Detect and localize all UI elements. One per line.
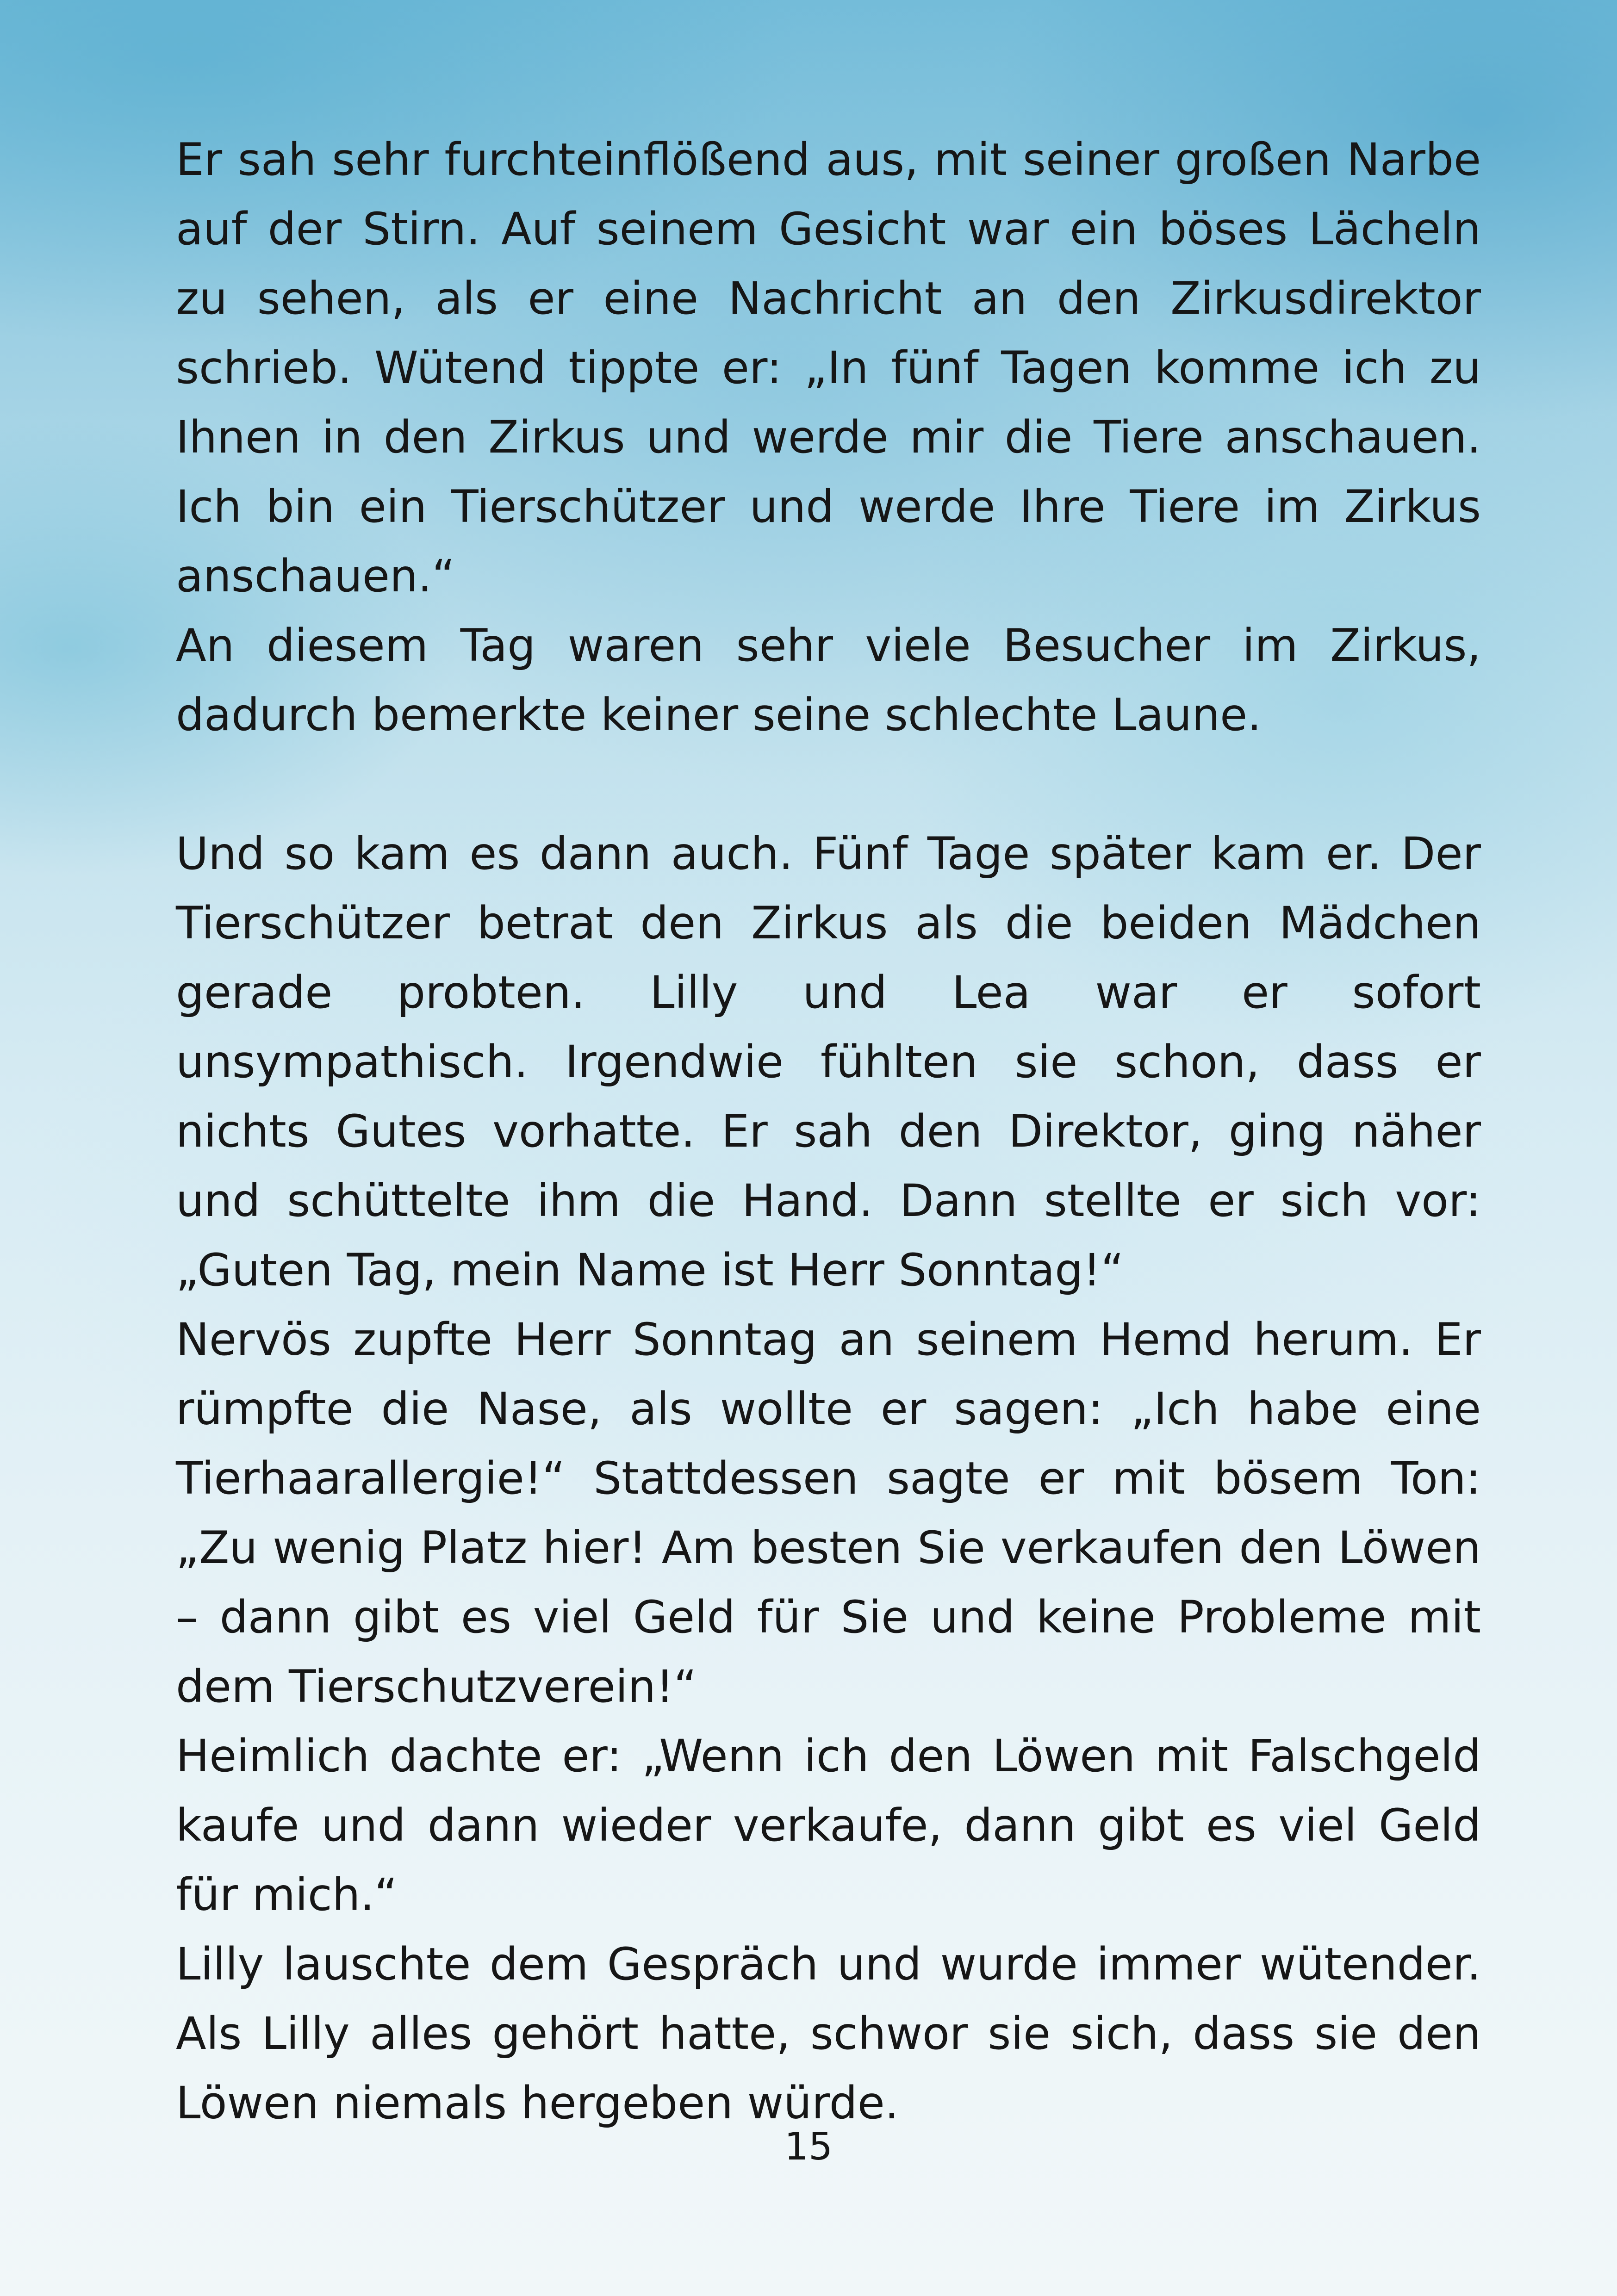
paragraph: Nervös zupfte Herr Sonntag an seinem Hemd herum. Er rümpfte die Nase, als wollte er sagen: „Ich habe eine Tierhaarallergie!“ Stattdessen sagte er mit bösem Ton: „Zu wenig Platz hier! Am besten Sie verkaufen den Löwen – dann gibt es viel Geld für Sie und keine Probleme mit dem Tierschutzverein!“	[176, 1314, 1481, 1713]
paragraph-spacer	[176, 750, 1481, 819]
paragraph: An diesem Tag waren sehr viele Besucher im Zirkus, dadurch bemerkte keiner seine schlechte Laune.	[176, 620, 1481, 741]
page-body-text	[176, 125, 1481, 2138]
paragraph: Er sah sehr furchteinflößend aus, mit seiner großen Narbe auf der Stirn. Auf seinem Gesicht war ein böses Lächeln zu sehen, als er eine Nachricht an den Zirkusdirektor schrieb. Wütend tippte er: „In fünf Tagen komme ich zu Ihnen in den Zirkus und werde mir die Tiere anschauen. Ich bin ein Tierschützer und werde Ihre Tiere im Zirkus anschauen.“	[176, 134, 1481, 602]
paragraph: Lilly lauschte dem Gespräch und wurde immer wütender. Als Lilly alles gehört hatte, schwor sie sich, dass sie den Löwen niemals hergeben würde.	[176, 1938, 1481, 2129]
paragraph: Und so kam es dann auch. Fünf Tage später kam er. Der Tierschützer betrat den Zirkus als die beiden Mädchen gerade probten. Lilly und Lea war er sofort unsympathisch. Irgendwie fühlten sie schon, dass er nichts Gutes vorhatte. Er sah den Direktor, ging näher und schüttelte ihm die Hand. Dann stellte er sich vor: „Guten Tag, mein Name ist Herr Sonntag!“	[176, 828, 1481, 1296]
paragraph: Heimlich dachte er: „Wenn ich den Löwen mit Falschgeld kaufe und dann wieder verkaufe, dann gibt es viel Geld für mich.“	[176, 1730, 1481, 1921]
page-number: 15	[784, 2125, 833, 2169]
